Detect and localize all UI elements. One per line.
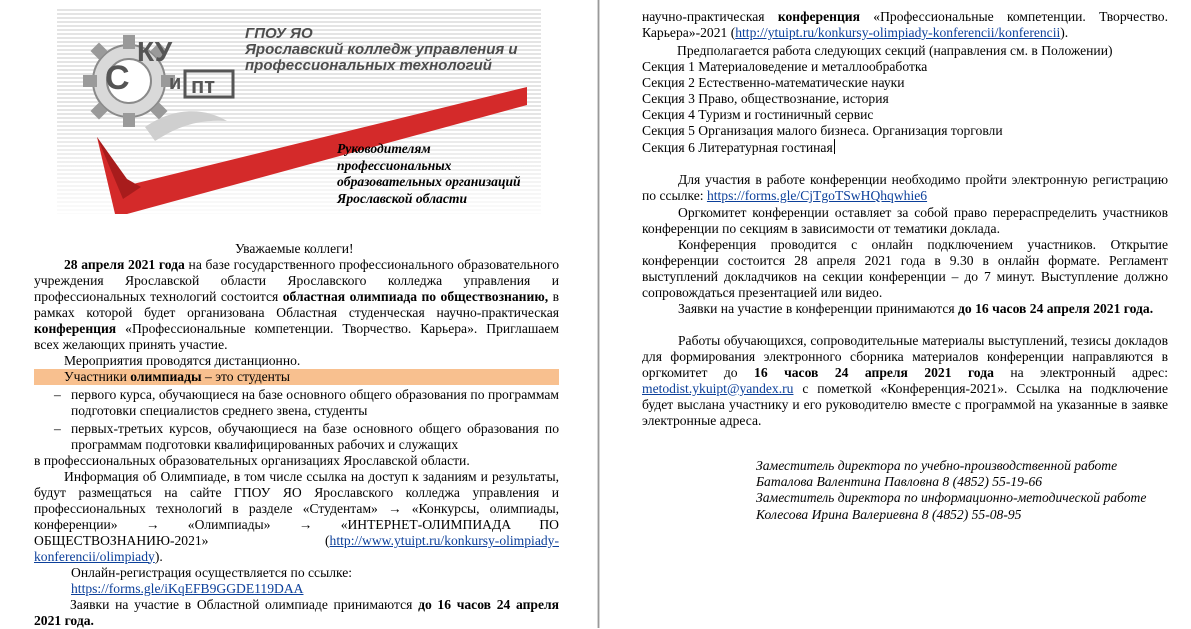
signature-line: Заместитель директора по учебно-производственной работе xyxy=(756,458,1118,473)
text-span: олимпиады xyxy=(130,369,202,384)
text-span: конференция xyxy=(777,9,860,24)
logo-org-line1: ГПОУ ЯО xyxy=(245,25,313,42)
section-item xyxy=(642,139,1168,156)
addressee-line: Ярославской области xyxy=(337,190,468,206)
info-paragraph xyxy=(34,469,559,564)
signature-line: Колесова Ирина Валериевна 8 (4852) 55-08-95 xyxy=(756,506,1022,522)
signature-block xyxy=(756,458,1146,523)
registration-label: Онлайн-регистрация осуществляется по ссылке: xyxy=(71,565,353,580)
section-item: Секция 1 Материаловедение и металлообработка xyxy=(642,59,928,74)
sections-intro: Предполагается работа следующих секций (направления см. в Положении) xyxy=(677,43,1113,58)
salutation: Уважаемые коллеги! xyxy=(235,241,354,256)
logo-org-name xyxy=(245,26,518,74)
section-item: Секция 5 Организация малого бизнеса. Организация торговли xyxy=(642,122,1003,138)
participation-paragraph xyxy=(642,172,1168,204)
signature-line: Заместитель директора по информационно-методической работе xyxy=(756,490,1147,506)
section-item: Секция 2 Естественно-математические науки xyxy=(642,74,905,90)
participants-heading xyxy=(34,369,559,385)
conference-registration-link[interactable]: https://forms.gle/CjTgoTSwHQhqwhie6 xyxy=(706,187,928,203)
event-date: 28 апреля 2021 года xyxy=(64,257,185,272)
text-span: «Профессиональные компетенции. Творчество. Карьера». Приглашаем всех желающих принять участие. xyxy=(34,320,559,352)
text-span: с пометкой «Конференция-2021». Ссылка на подключение будет выслана участнику и его руководителю вместе с программой на указанные в заявке электронные адреса. xyxy=(642,380,1168,428)
text-span: 16 часов 24 апреля 2021 года xyxy=(754,364,994,380)
text-span: на электронный адрес: xyxy=(993,364,1168,380)
logo-org-line2: Ярославский колледж управления и xyxy=(245,41,518,58)
conference-continuation xyxy=(642,9,1168,41)
intro-paragraph xyxy=(34,257,559,352)
svg-text:С: С xyxy=(105,59,130,97)
text-span: на базе государственного профессионального образовательного учреждения Ярославской области Ярославского колледжа управления и профессиональных технологий состоится xyxy=(34,257,559,304)
text-span: – это студенты xyxy=(201,369,291,384)
text-span: Работы обучающихся, сопроводительные материалы выступлений, тезисы докладов для формирования электронного сборника материалов конференции направляются в оргкомитет до xyxy=(642,333,1168,380)
svg-text:КУ: КУ xyxy=(137,36,173,67)
conference-word: конференция xyxy=(34,320,117,336)
text-span: до 16 часов 24 апреля 2021 года. xyxy=(34,597,560,628)
email-link[interactable]: metodist.ykuipt@yandex.ru xyxy=(642,380,794,396)
addressee-line: Руководителям xyxy=(337,141,431,156)
text-span: «Профессиональные компетенции. Творчество. Карьера»-2021 ( xyxy=(642,9,1169,40)
bullet-dash: – xyxy=(54,421,61,436)
text-span: Секция 6 Литературная гостиная xyxy=(642,139,833,155)
text-span: Для участия в работе конференции необходимо пройти электронную регистрацию по ссылке: xyxy=(642,172,1168,203)
text-span: Заявки на участие в конференции принимаются xyxy=(678,301,959,316)
section-item: Секция 3 Право, обществознание, история xyxy=(642,90,889,106)
text-span: ). xyxy=(154,548,163,564)
svg-text:и: и xyxy=(169,72,182,94)
regions-note: в профессиональных образовательных организациях Ярославской области. xyxy=(34,453,470,468)
conference-site-link[interactable]: http://ytuipt.ru/konkursy-olimpiady-konferencii/konferencii xyxy=(735,24,1061,40)
olympiad-site-link[interactable]: http://www.ytuipt.ru/konkursy-olimpiady-konferencii/olimpiady xyxy=(34,532,559,564)
text-cursor-icon xyxy=(834,139,835,154)
text-span: Участники xyxy=(64,369,131,384)
text-span: Заявки на участие в Областной олимпиаде принимаются xyxy=(70,597,419,612)
svg-text:пт: пт xyxy=(191,73,216,98)
signature-line: Баталова Валентина Павловна 8 (4852) 55-19-66 xyxy=(756,474,1043,490)
bullet-dash: – xyxy=(54,387,61,402)
text-span: до 16 часов 24 апреля 2021 года. xyxy=(958,301,1154,316)
online-paragraph: Конференция проводится с онлайн подключением участников. Открытие конференции состоится 28 апреля 2021 года в 9.30 в онлайн формате. Регламент выступлений докладчиков на секции конференции – до 7 минут. Выступление должно сопровождаться презентацией или видео. xyxy=(642,237,1168,300)
list-item: первого курса, обучающиеся на базе основного общего образования по программам подготовки специалистов среднего звена, студенты xyxy=(71,387,559,418)
olympiad-registration-link[interactable]: https://forms.gle/iKqEFB9GGDE119DAA xyxy=(71,581,304,596)
olympiad-title: областная олимпиада по обществознанию, xyxy=(282,288,549,304)
addressee-block xyxy=(337,141,552,207)
addressee-line: образовательных организаций xyxy=(337,174,521,189)
remote-note: Мероприятия проводятся дистанционно. xyxy=(64,353,301,368)
text-span: научно-практическая xyxy=(642,9,778,24)
conference-deadline xyxy=(642,301,1168,317)
committee-paragraph: Оргкомитет конференции оставляет за собой право перераспределить участников конференции по секциям в зависимости от тематики доклада. xyxy=(642,205,1168,236)
olympiad-deadline xyxy=(34,597,559,629)
list-item: первых-третьих курсов, обучающиеся на базе основного общего образования по программам подготовки квалифицированных рабочих и служащих xyxy=(71,421,559,452)
text-span: Информация об Олимпиаде, в том числе ссылка на доступ к заданиям и результаты, будут размещаться на сайте ГПОУ ЯО Ярославского колледжа управления и профессиональных технологий в разделе «Студентам» → «Конкурсы, олимпиады, конференции» → «Олимпиады» → «ИНТЕРНЕТ-ОЛИМПИАДА ПО ОБЩЕСТВОЗНАНИЮ-2021» ( xyxy=(34,469,559,548)
logo-org-line3: профессиональных технологий xyxy=(245,57,492,74)
sections-list xyxy=(642,59,1168,155)
section-item: Секция 4 Туризм и гостиничный сервис xyxy=(642,106,874,122)
text-span: ). xyxy=(1060,24,1069,40)
text-span: в рамках которой будет организована Областная студенческая научно-практическая xyxy=(34,288,559,320)
addressee-line: профессиональных xyxy=(337,157,452,173)
works-paragraph xyxy=(642,333,1168,428)
registration-link-line xyxy=(71,581,303,597)
